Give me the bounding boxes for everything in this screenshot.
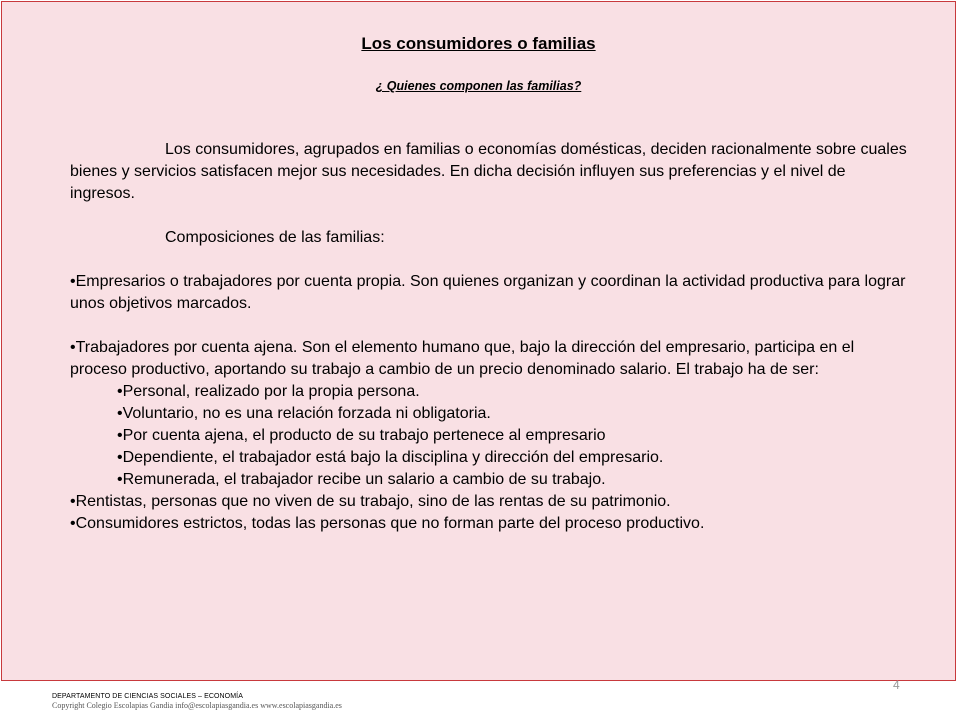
spacer: [70, 249, 910, 271]
compositions-heading: Composiciones de las familias:: [165, 229, 385, 246]
sub-bullet-personal: •Personal, realizado por la propia persona.: [117, 383, 420, 400]
slide-title: Los consumidores o familias: [361, 34, 596, 53]
spacer: [70, 205, 910, 227]
sub-bullet-remunerada: •Remunerada, el trabajador recibe un salario a cambio de su trabajo.: [117, 471, 606, 488]
sub-bullet-cuenta-ajena: •Por cuenta ajena, el producto de su trabajo pertenece al empresario: [117, 427, 606, 444]
bullet-consumidores: •Consumidores estrictos, todas las personas que no forman parte del proceso productivo.: [70, 515, 705, 532]
slide-body: [70, 139, 910, 535]
intro-paragraph: Los consumidores, agrupados en familias o economías domésticas, deciden racionalmente sobre cuales bienes y servicios satisfacen mejor sus necesidades. En dicha decisión influyen sus preferencias y el nivel de ingresos.: [70, 141, 907, 202]
sub-bullet-dependiente: •Dependiente, el trabajador está bajo la disciplina y dirección del empresario.: [117, 449, 664, 466]
footer-copyright: Copyright Colegio Escolapias Gandia info@escolapiasgandia.es www.escolapiasgandia.es: [52, 701, 342, 710]
bullet-empresarios: •Empresarios o trabajadores por cuenta propia. Son quienes organizan y coordinan la actividad productiva para lograr unos objetivos marcados.: [70, 273, 906, 312]
slide-subtitle: ¿ Quienes componen las familias?: [375, 79, 582, 93]
footer-department: DEPARTAMENTO DE CIENCIAS SOCIALES – ECONOMÍA: [52, 693, 243, 700]
bullet-rentistas: •Rentistas, personas que no viven de su trabajo, sino de las rentas de su patrimonio.: [70, 493, 671, 510]
spacer: [70, 315, 910, 337]
bullet-trabajadores: •Trabajadores por cuenta ajena. Son el elemento humano que, bajo la dirección del empresario, participa en el proceso productivo, aportando su trabajo a cambio de un precio denominado salario. El trabajo ha de ser:: [70, 339, 855, 378]
sub-bullet-voluntario: •Voluntario, no es una relación forzada ni obligatoria.: [117, 405, 491, 422]
page-number: 4: [893, 678, 900, 692]
